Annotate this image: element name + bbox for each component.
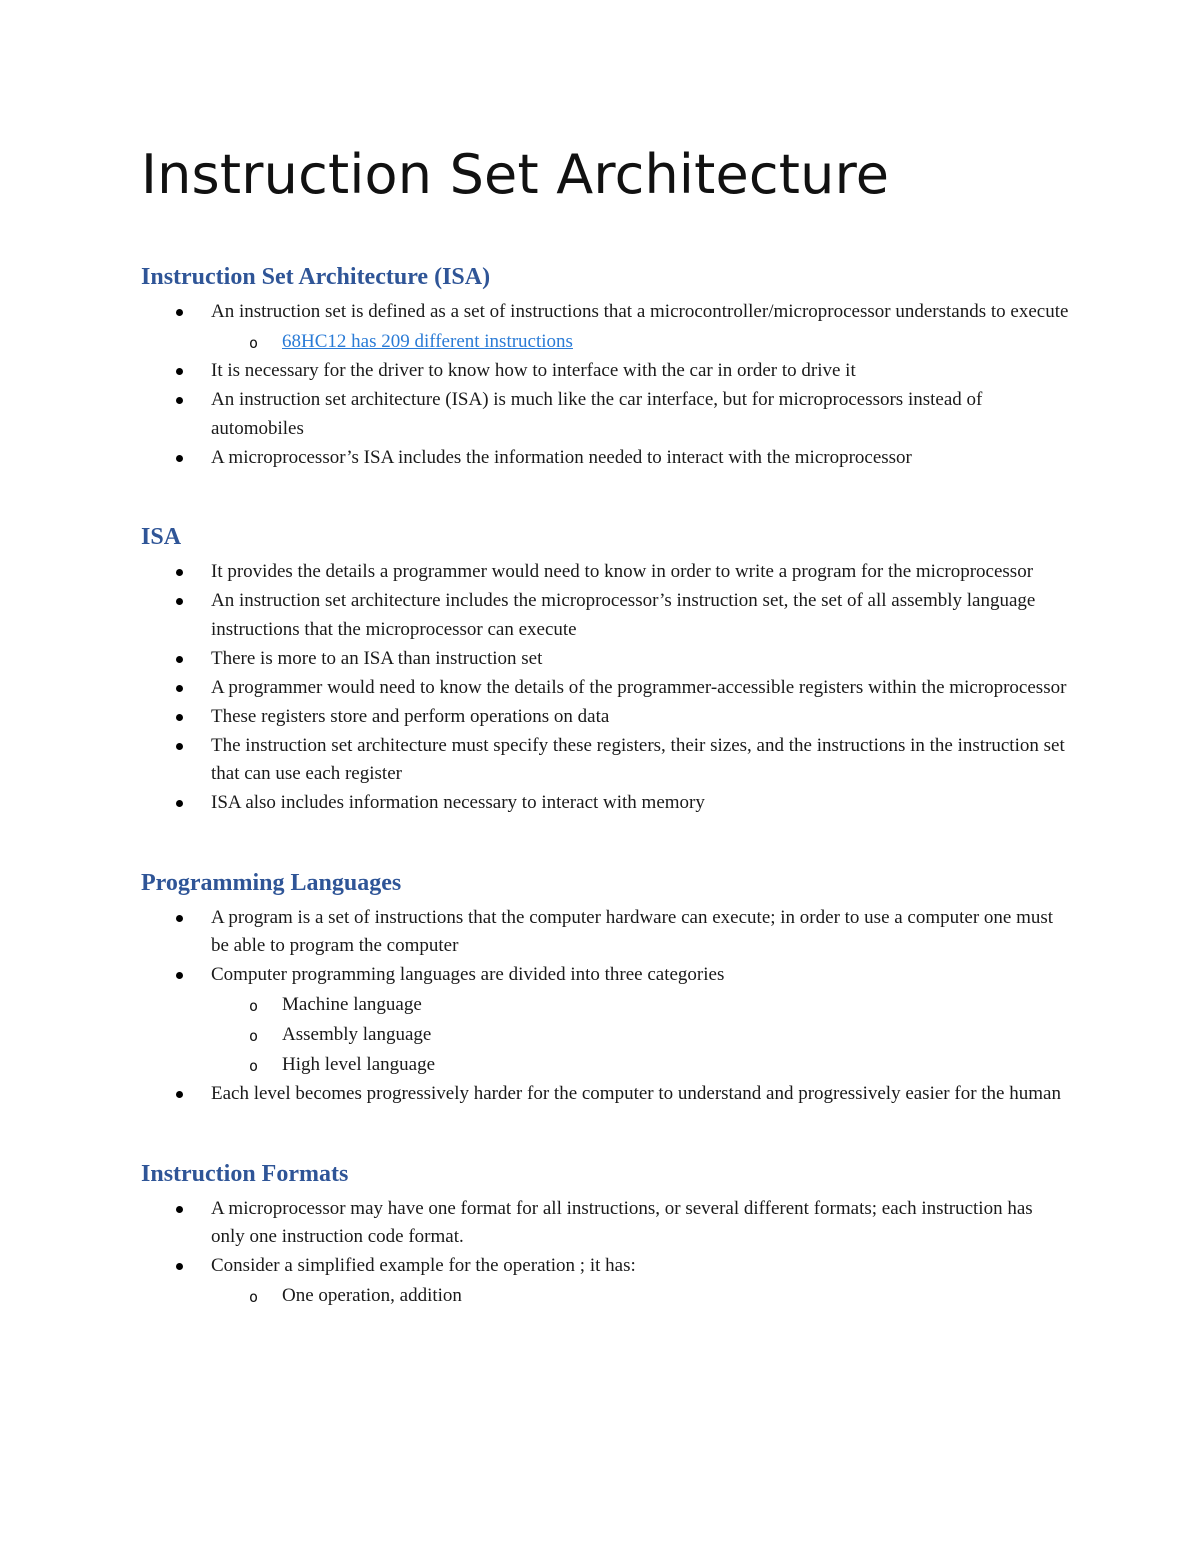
list-item-text: A programmer would need to know the details of the programmer-accessible registers within the microprocessor	[211, 676, 1067, 698]
sub-list-item-text: Assembly language	[282, 1023, 432, 1045]
list-item-text: An instruction set is defined as a set of instructions that a microcontroller/microprocessor understands to execute	[211, 301, 1069, 322]
document-title: Instruction Set Architecture	[141, 143, 890, 206]
list-item	[141, 703, 1071, 732]
list-item-text: A program is a set of instructions that the computer hardware can execute; in order to use a computer one must be able to program the computer	[211, 906, 1054, 956]
list-item	[141, 357, 1071, 386]
bullet-icon	[176, 455, 183, 462]
list-item-text: A microprocessor may have one format for all instructions, or several different formats; each instruction has only one instruction code format.	[211, 1197, 1033, 1247]
list-item	[141, 789, 1071, 818]
list-item	[141, 558, 1071, 587]
list-item-text: A microprocessor’s ISA includes the information needed to interact with the microprocessor	[211, 446, 912, 468]
section-heading: Instruction Set Architecture (ISA)	[141, 264, 491, 290]
list-item-text: An instruction set architecture includes the microprocessor’s instruction set, the set of all assembly language instructions that the microprocessor can execute	[211, 590, 1036, 640]
bullet-icon	[176, 1263, 183, 1270]
section	[141, 866, 1071, 1109]
instructions-link[interactable]: 68HC12 has 209 different instructions	[282, 330, 573, 352]
sub-list	[211, 1281, 1071, 1311]
bullet-list	[141, 558, 1071, 818]
bullet-icon	[176, 714, 183, 721]
sub-list	[211, 327, 1071, 357]
document-page	[141, 140, 1071, 1359]
bullet-icon	[176, 915, 183, 922]
sub-list-item	[141, 990, 1071, 1020]
list-item	[141, 1195, 1071, 1252]
bullet-icon	[176, 656, 183, 663]
bullet-icon	[176, 685, 183, 692]
list-item	[141, 1080, 1071, 1109]
section-heading: Programming Languages	[141, 869, 402, 896]
list-item-text: Each level becomes progressively harder for the computer to understand and progressively easier for the human	[211, 1083, 1061, 1104]
bullet-icon	[176, 309, 183, 316]
list-item-text: The instruction set architecture must specify these registers, their sizes, and the instructions in the instruction set that can use each register	[211, 734, 1065, 784]
circle-bullet-icon: o	[249, 333, 259, 352]
sub-list-item-text: Machine language	[282, 993, 422, 1015]
bullet-icon	[176, 743, 183, 750]
document-body	[141, 260, 1071, 1311]
sub-list-item-text: High level language	[282, 1053, 436, 1075]
sub-list-item	[141, 1281, 1071, 1311]
bullet-icon	[176, 800, 183, 807]
circle-bullet-icon: o	[249, 1026, 259, 1045]
sub-list-item	[141, 1050, 1071, 1080]
list-item	[141, 298, 1071, 357]
section	[141, 1157, 1071, 1311]
list-item	[141, 904, 1071, 961]
section	[141, 520, 1071, 818]
bullet-icon	[176, 368, 183, 375]
list-item-text: Consider a simplified example for the operation ; it has:	[211, 1255, 636, 1276]
list-item	[141, 961, 1071, 1080]
section	[141, 260, 1071, 472]
circle-bullet-icon: o	[249, 996, 259, 1015]
list-item	[141, 1252, 1071, 1311]
list-item	[141, 674, 1071, 703]
list-item-text: These registers store and perform operations on data	[211, 705, 610, 727]
bullet-list	[141, 1195, 1071, 1311]
bullet-list	[141, 904, 1071, 1109]
sub-list-item-text: One operation, addition	[282, 1284, 462, 1306]
list-item-text: It provides the details a programmer would need to know in order to write a program for the microprocessor	[211, 561, 1034, 582]
bullet-icon	[176, 1206, 183, 1213]
list-item-text: An instruction set architecture (ISA) is much like the car interface, but for microprocessors instead of automobiles	[211, 389, 983, 439]
list-item	[141, 732, 1071, 789]
section-heading: Instruction Formats	[141, 1160, 349, 1187]
bullet-icon	[176, 397, 183, 404]
section-heading: ISA	[141, 524, 182, 550]
list-item	[141, 444, 1071, 473]
list-item	[141, 645, 1071, 674]
list-item-text: Computer programming languages are divided into three categories	[211, 964, 725, 985]
circle-bullet-icon: o	[249, 1056, 259, 1075]
circle-bullet-icon: o	[249, 1287, 259, 1306]
sub-list	[211, 990, 1071, 1080]
sub-list-item	[141, 327, 1071, 357]
bullet-list	[141, 298, 1071, 472]
list-item-text: It is necessary for the driver to know how to interface with the car in order to drive it	[211, 360, 856, 381]
bullet-icon	[176, 972, 183, 979]
sub-list-item	[141, 1020, 1071, 1050]
bullet-icon	[176, 569, 183, 576]
list-item	[141, 587, 1071, 644]
list-item-text: There is more to an ISA than instruction set	[211, 647, 543, 669]
list-item	[141, 386, 1071, 443]
bullet-icon	[176, 598, 183, 605]
bullet-icon	[176, 1091, 183, 1098]
list-item-text: ISA also includes information necessary to interact with memory	[211, 792, 705, 813]
